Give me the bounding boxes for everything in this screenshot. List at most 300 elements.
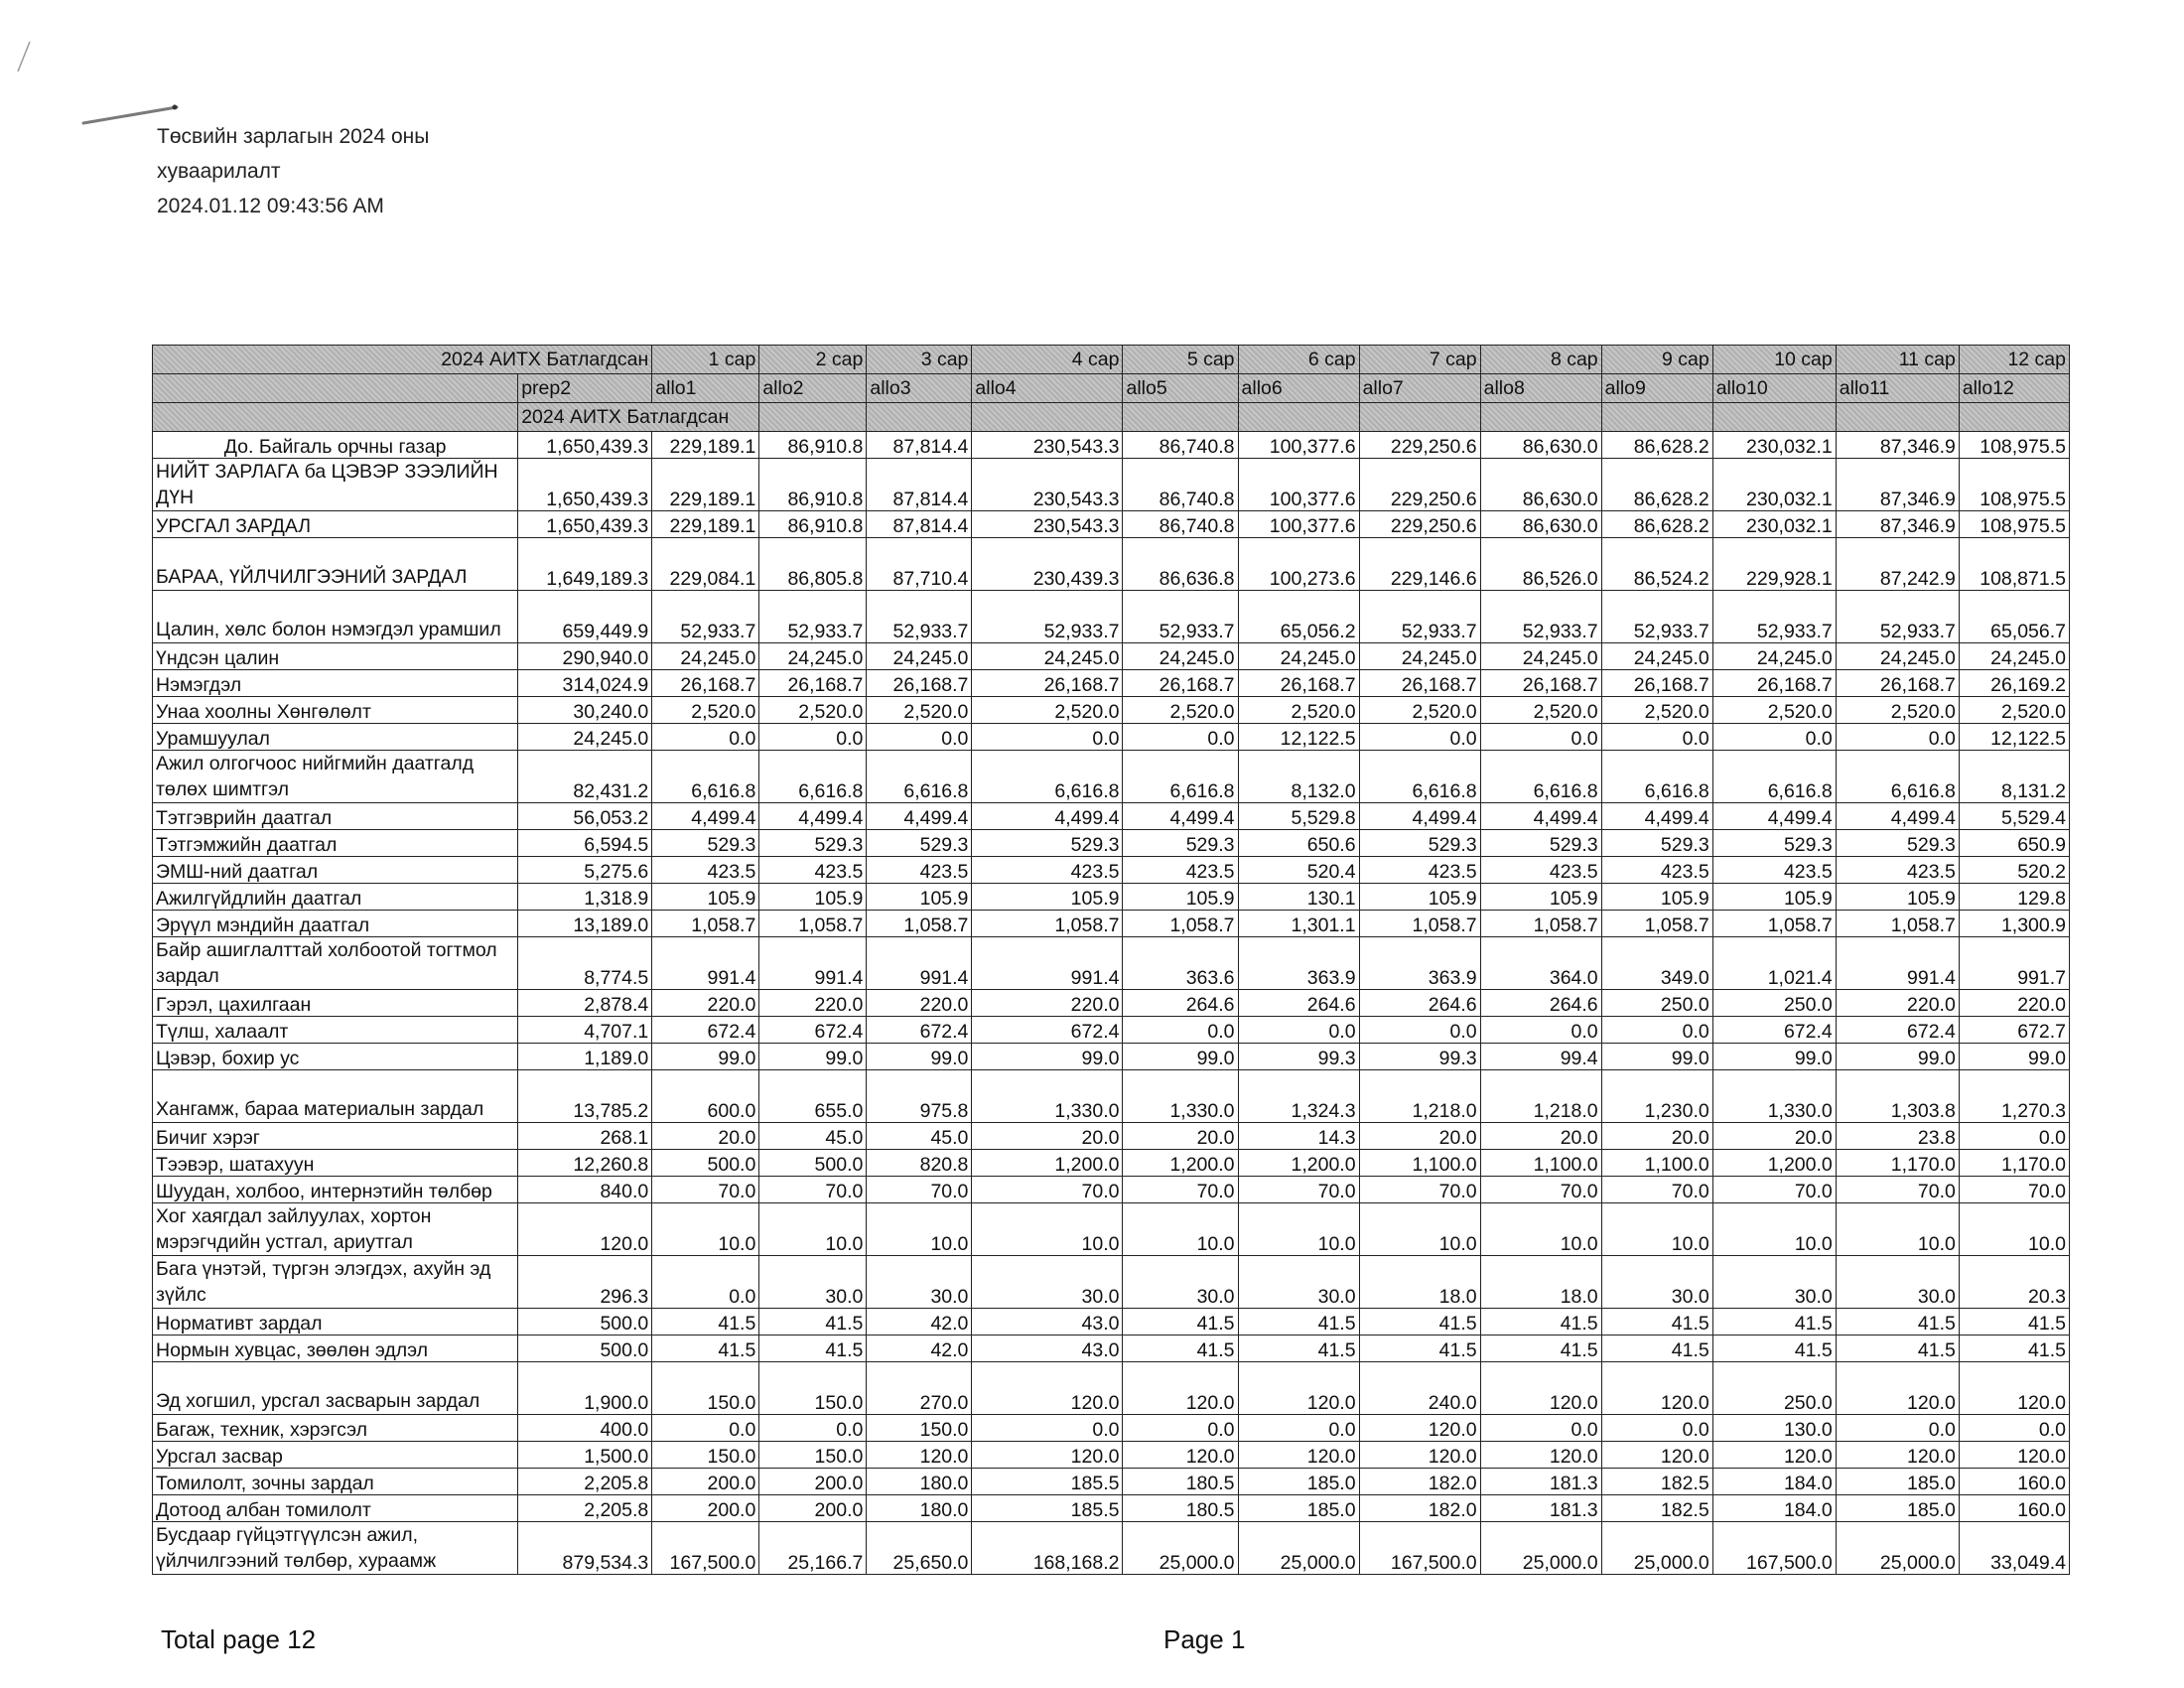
- value-cell: 150.0: [867, 1415, 972, 1442]
- value-cell: 4,499.4: [759, 803, 867, 830]
- value-cell: 500.0: [518, 1309, 652, 1336]
- value-cell: 423.5: [972, 857, 1123, 884]
- table-row: [153, 432, 2070, 459]
- value-cell: 975.8: [867, 1070, 972, 1123]
- value-cell: 26,168.7: [1238, 670, 1359, 697]
- value-cell: 108,975.5: [1959, 432, 2069, 459]
- value-cell: 0.0: [652, 1256, 759, 1309]
- value-cell: 0.0: [652, 724, 759, 751]
- value-cell: 160.0: [1959, 1495, 2069, 1522]
- value-cell: 108,975.5: [1959, 511, 2069, 538]
- value-cell: 105.9: [759, 884, 867, 911]
- value-cell: 41.5: [1123, 1309, 1238, 1336]
- value-cell: 42.0: [867, 1309, 972, 1336]
- value-cell: 99.0: [1712, 1044, 1836, 1070]
- value-cell: 86,630.0: [1480, 511, 1601, 538]
- value-cell: 314,024.9: [518, 670, 652, 697]
- value-cell: 672.4: [867, 1017, 972, 1044]
- value-cell: 991.4: [867, 937, 972, 990]
- row-label: Урамшуулал: [153, 724, 518, 751]
- header-cell-blank: [867, 403, 972, 432]
- value-cell: 120.0: [518, 1203, 652, 1256]
- value-cell: 229,189.1: [652, 511, 759, 538]
- value-cell: 290,940.0: [518, 643, 652, 670]
- value-cell: 13,785.2: [518, 1070, 652, 1123]
- table-row: [153, 1469, 2070, 1495]
- value-cell: 2,520.0: [1480, 697, 1601, 724]
- value-cell: 26,168.7: [972, 670, 1123, 697]
- value-cell: 120.0: [1601, 1362, 1712, 1415]
- value-cell: 0.0: [759, 1415, 867, 1442]
- value-cell: 70.0: [1836, 1177, 1959, 1203]
- value-cell: 529.3: [1712, 830, 1836, 857]
- table-row: [153, 1495, 2070, 1522]
- value-cell: 87,814.4: [867, 459, 972, 511]
- value-cell: 672.4: [972, 1017, 1123, 1044]
- value-cell: 4,499.4: [1601, 803, 1712, 830]
- value-cell: 120.0: [1238, 1362, 1359, 1415]
- value-cell: 1,058.7: [1480, 911, 1601, 937]
- row-label: Томилолт, зочны зардал: [153, 1469, 518, 1495]
- value-cell: 23.8: [1836, 1123, 1959, 1150]
- value-cell: 6,616.8: [1480, 751, 1601, 803]
- value-cell: 10.0: [1601, 1203, 1712, 1256]
- value-cell: 268.1: [518, 1123, 652, 1150]
- value-cell: 650.9: [1959, 830, 2069, 857]
- value-cell: 120.0: [1959, 1442, 2069, 1469]
- value-cell: 30.0: [867, 1256, 972, 1309]
- value-cell: 33,049.4: [1959, 1522, 2069, 1575]
- value-cell: 100,377.6: [1238, 459, 1359, 511]
- value-cell: 120.0: [1836, 1442, 1959, 1469]
- row-label: Эрүүл мэндийн даатгал: [153, 911, 518, 937]
- value-cell: 820.8: [867, 1150, 972, 1177]
- table-row: [153, 1203, 2070, 1256]
- value-cell: 1,058.7: [1123, 911, 1238, 937]
- value-cell: 229,250.6: [1359, 511, 1480, 538]
- header-cell-month: 10 сар: [1712, 346, 1836, 374]
- value-cell: 363.9: [1238, 937, 1359, 990]
- value-cell: 1,058.7: [1712, 911, 1836, 937]
- value-cell: 20.3: [1959, 1256, 2069, 1309]
- header-cell-code: allo6: [1238, 374, 1359, 403]
- value-cell: 400.0: [518, 1415, 652, 1442]
- value-cell: 25,650.0: [867, 1522, 972, 1575]
- value-cell: 26,168.7: [1123, 670, 1238, 697]
- value-cell: 4,499.4: [1480, 803, 1601, 830]
- table-row: [153, 1044, 2070, 1070]
- value-cell: 41.5: [1238, 1309, 1359, 1336]
- value-cell: 26,168.7: [759, 670, 867, 697]
- value-cell: 364.0: [1480, 937, 1601, 990]
- value-cell: 423.5: [652, 857, 759, 884]
- header-cell-month: 1 сар: [652, 346, 759, 374]
- value-cell: 86,740.8: [1123, 511, 1238, 538]
- header-cell-month: 8 сар: [1480, 346, 1601, 374]
- value-cell: 363.6: [1123, 937, 1238, 990]
- value-cell: 105.9: [1712, 884, 1836, 911]
- table-row: [153, 1123, 2070, 1150]
- row-label: УРСГАЛ ЗАРДАЛ: [153, 511, 518, 538]
- value-cell: 99.4: [1480, 1044, 1601, 1070]
- value-cell: 655.0: [759, 1070, 867, 1123]
- value-cell: 150.0: [759, 1362, 867, 1415]
- value-cell: 26,169.2: [1959, 670, 2069, 697]
- table-row: [153, 830, 2070, 857]
- header-cell-blank: [1480, 403, 1601, 432]
- value-cell: 108,975.5: [1959, 459, 2069, 511]
- value-cell: 1,189.0: [518, 1044, 652, 1070]
- table-row: [153, 857, 2070, 884]
- table-header: [153, 346, 2070, 432]
- value-cell: 108,871.5: [1959, 538, 2069, 591]
- value-cell: 230,032.1: [1712, 432, 1836, 459]
- value-cell: 4,499.4: [1712, 803, 1836, 830]
- value-cell: 52,933.7: [1601, 591, 1712, 643]
- value-cell: 70.0: [1123, 1177, 1238, 1203]
- value-cell: 20.0: [1480, 1123, 1601, 1150]
- value-cell: 13,189.0: [518, 911, 652, 937]
- total-pages-label: Total page 12: [161, 1624, 317, 1654]
- value-cell: 200.0: [759, 1469, 867, 1495]
- value-cell: 70.0: [1712, 1177, 1836, 1203]
- value-cell: 86,740.8: [1123, 432, 1238, 459]
- value-cell: 12,122.5: [1959, 724, 2069, 751]
- row-label: Дотоод албан томилолт: [153, 1495, 518, 1522]
- value-cell: 1,100.0: [1480, 1150, 1601, 1177]
- value-cell: 70.0: [1359, 1177, 1480, 1203]
- header-cell-blank: [1601, 403, 1712, 432]
- value-cell: 650.6: [1238, 830, 1359, 857]
- header-row-subtitle: [153, 403, 2070, 432]
- value-cell: 42.0: [867, 1336, 972, 1362]
- value-cell: 6,616.8: [867, 751, 972, 803]
- value-cell: 1,330.0: [972, 1070, 1123, 1123]
- value-cell: 0.0: [1123, 724, 1238, 751]
- value-cell: 41.5: [1836, 1336, 1959, 1362]
- value-cell: 250.0: [1712, 1362, 1836, 1415]
- value-cell: 87,710.4: [867, 538, 972, 591]
- value-cell: 86,526.0: [1480, 538, 1601, 591]
- value-cell: 2,520.0: [1712, 697, 1836, 724]
- row-label: Урсгал засвар: [153, 1442, 518, 1469]
- value-cell: 0.0: [1959, 1123, 2069, 1150]
- value-cell: 86,628.2: [1601, 511, 1712, 538]
- value-cell: 45.0: [759, 1123, 867, 1150]
- value-cell: 25,000.0: [1238, 1522, 1359, 1575]
- value-cell: 6,594.5: [518, 830, 652, 857]
- header-cell-code: allo12: [1959, 374, 2069, 403]
- header-cell-month: 4 сар: [972, 346, 1123, 374]
- value-cell: 672.4: [1836, 1017, 1959, 1044]
- value-cell: 120.0: [1359, 1415, 1480, 1442]
- value-cell: 41.5: [1601, 1309, 1712, 1336]
- value-cell: 220.0: [867, 990, 972, 1017]
- corner-scan-mark: [14, 40, 34, 73]
- value-cell: 1,058.7: [1836, 911, 1959, 937]
- value-cell: 1,100.0: [1601, 1150, 1712, 1177]
- value-cell: 8,774.5: [518, 937, 652, 990]
- row-label: Бага үнэтэй, түргэн элэгдэх, ахуйн эд зүйлс: [153, 1256, 518, 1309]
- value-cell: 0.0: [1601, 1017, 1712, 1044]
- header-cell-code: allo2: [759, 374, 867, 403]
- value-cell: 672.4: [652, 1017, 759, 1044]
- value-cell: 4,499.4: [972, 803, 1123, 830]
- value-cell: 24,245.0: [972, 643, 1123, 670]
- value-cell: 86,628.2: [1601, 459, 1712, 511]
- value-cell: 167,500.0: [652, 1522, 759, 1575]
- value-cell: 100,273.6: [1238, 538, 1359, 591]
- value-cell: 182.0: [1359, 1495, 1480, 1522]
- value-cell: 87,346.9: [1836, 432, 1959, 459]
- value-cell: 20.0: [1359, 1123, 1480, 1150]
- header-row-codes: [153, 374, 2070, 403]
- value-cell: 1,170.0: [1836, 1150, 1959, 1177]
- header-cell-blank: [972, 403, 1123, 432]
- value-cell: 363.9: [1359, 937, 1480, 990]
- table-row: [153, 670, 2070, 697]
- value-cell: 200.0: [652, 1469, 759, 1495]
- value-cell: 296.3: [518, 1256, 652, 1309]
- row-label: Хог хаягдал зайлуулах, хортон мэрэгчдийн устгал, ариутгал: [153, 1203, 518, 1256]
- value-cell: 0.0: [867, 724, 972, 751]
- value-cell: 1,301.1: [1238, 911, 1359, 937]
- value-cell: 120.0: [1712, 1442, 1836, 1469]
- value-cell: 2,520.0: [1959, 697, 2069, 724]
- value-cell: 18.0: [1480, 1256, 1601, 1309]
- value-cell: 229,189.1: [652, 459, 759, 511]
- value-cell: 1,500.0: [518, 1442, 652, 1469]
- value-cell: 86,910.8: [759, 432, 867, 459]
- header-cell-approved: 2024 АИТХ Батлагдсан: [153, 346, 652, 374]
- value-cell: 120.0: [1359, 1442, 1480, 1469]
- value-cell: 70.0: [867, 1177, 972, 1203]
- value-cell: 41.5: [759, 1309, 867, 1336]
- value-cell: 41.5: [1480, 1309, 1601, 1336]
- value-cell: 423.5: [867, 857, 972, 884]
- value-cell: 70.0: [1480, 1177, 1601, 1203]
- value-cell: 1,218.0: [1480, 1070, 1601, 1123]
- value-cell: 1,650,439.3: [518, 459, 652, 511]
- value-cell: 129.8: [1959, 884, 2069, 911]
- value-cell: 1,330.0: [1712, 1070, 1836, 1123]
- table-row: [153, 1070, 2070, 1123]
- value-cell: 86,630.0: [1480, 432, 1601, 459]
- value-cell: 229,250.6: [1359, 432, 1480, 459]
- value-cell: 30,240.0: [518, 697, 652, 724]
- value-cell: 70.0: [759, 1177, 867, 1203]
- value-cell: 99.0: [1123, 1044, 1238, 1070]
- value-cell: 25,000.0: [1480, 1522, 1601, 1575]
- value-cell: 167,500.0: [1359, 1522, 1480, 1575]
- value-cell: 87,346.9: [1836, 511, 1959, 538]
- value-cell: 6,616.8: [972, 751, 1123, 803]
- value-cell: 99.0: [1601, 1044, 1712, 1070]
- value-cell: 120.0: [972, 1442, 1123, 1469]
- header-cell-month: 7 сар: [1359, 346, 1480, 374]
- value-cell: 1,270.3: [1959, 1070, 2069, 1123]
- value-cell: 52,933.7: [1480, 591, 1601, 643]
- header-cell-code: allo4: [972, 374, 1123, 403]
- value-cell: 229,084.1: [652, 538, 759, 591]
- value-cell: 10.0: [972, 1203, 1123, 1256]
- value-cell: 99.0: [1959, 1044, 2069, 1070]
- header-cell-blank: [1359, 403, 1480, 432]
- value-cell: 0.0: [652, 1415, 759, 1442]
- row-label: Үндсэн цалин: [153, 643, 518, 670]
- value-cell: 65,056.2: [1238, 591, 1359, 643]
- header-cell-month: 6 сар: [1238, 346, 1359, 374]
- value-cell: 240.0: [1359, 1362, 1480, 1415]
- row-label: Нормын хувцас, зөөлөн эдлэл: [153, 1336, 518, 1362]
- value-cell: 20.0: [972, 1123, 1123, 1150]
- value-cell: 0.0: [1359, 1017, 1480, 1044]
- value-cell: 26,168.7: [652, 670, 759, 697]
- table-row: [153, 538, 2070, 591]
- value-cell: 20.0: [652, 1123, 759, 1150]
- value-cell: 2,520.0: [1601, 697, 1712, 724]
- value-cell: 1,200.0: [1238, 1150, 1359, 1177]
- value-cell: 26,168.7: [867, 670, 972, 697]
- value-cell: 1,170.0: [1959, 1150, 2069, 1177]
- value-cell: 423.5: [759, 857, 867, 884]
- value-cell: 10.0: [867, 1203, 972, 1256]
- value-cell: 24,245.0: [1836, 643, 1959, 670]
- document-timestamp: 2024.01.12 09:43:56 AM: [157, 195, 384, 217]
- header-cell-month: 9 сар: [1601, 346, 1712, 374]
- row-label: БАРАА, ҮЙЛЧИЛГЭЭНИЙ ЗАРДАЛ: [153, 538, 518, 591]
- value-cell: 2,520.0: [1359, 697, 1480, 724]
- value-cell: 86,910.8: [759, 511, 867, 538]
- value-cell: 30.0: [1712, 1256, 1836, 1309]
- value-cell: 500.0: [518, 1336, 652, 1362]
- value-cell: 2,520.0: [652, 697, 759, 724]
- value-cell: 1,330.0: [1123, 1070, 1238, 1123]
- table-row: [153, 1336, 2070, 1362]
- value-cell: 87,346.9: [1836, 459, 1959, 511]
- row-label: Ажилгүйдлийн даатгал: [153, 884, 518, 911]
- value-cell: 230,439.3: [972, 538, 1123, 591]
- value-cell: 840.0: [518, 1177, 652, 1203]
- value-cell: 181.3: [1480, 1469, 1601, 1495]
- value-cell: 12,260.8: [518, 1150, 652, 1177]
- value-cell: 2,205.8: [518, 1469, 652, 1495]
- value-cell: 30.0: [759, 1256, 867, 1309]
- value-cell: 230,543.3: [972, 432, 1123, 459]
- value-cell: 0.0: [1836, 1415, 1959, 1442]
- table-row: [153, 1309, 2070, 1336]
- value-cell: 0.0: [1480, 724, 1601, 751]
- value-cell: 52,933.7: [759, 591, 867, 643]
- value-cell: 423.5: [1123, 857, 1238, 884]
- value-cell: 52,933.7: [972, 591, 1123, 643]
- header-cell-blank: [1712, 403, 1836, 432]
- document-title-line1: Төсвийн зарлагын 2024 оны: [157, 125, 430, 148]
- value-cell: 1,650,439.3: [518, 432, 652, 459]
- value-cell: 52,933.7: [652, 591, 759, 643]
- value-cell: 659,449.9: [518, 591, 652, 643]
- value-cell: 30.0: [1601, 1256, 1712, 1309]
- value-cell: 529.3: [759, 830, 867, 857]
- value-cell: 99.3: [1359, 1044, 1480, 1070]
- value-cell: 56,053.2: [518, 803, 652, 830]
- value-cell: 423.5: [1601, 857, 1712, 884]
- value-cell: 185.0: [1836, 1495, 1959, 1522]
- value-cell: 150.0: [652, 1442, 759, 1469]
- value-cell: 229,189.1: [652, 432, 759, 459]
- value-cell: 24,245.0: [867, 643, 972, 670]
- value-cell: 105.9: [867, 884, 972, 911]
- header-cell-code: allo10: [1712, 374, 1836, 403]
- value-cell: 229,928.1: [1712, 538, 1836, 591]
- value-cell: 1,324.3: [1238, 1070, 1359, 1123]
- value-cell: 1,058.7: [652, 911, 759, 937]
- value-cell: 0.0: [1123, 1017, 1238, 1044]
- value-cell: 52,933.7: [1836, 591, 1959, 643]
- value-cell: 41.5: [652, 1309, 759, 1336]
- budget-allocation-table: [152, 345, 2070, 1575]
- value-cell: 99.3: [1238, 1044, 1359, 1070]
- value-cell: 41.5: [1601, 1336, 1712, 1362]
- value-cell: 30.0: [1123, 1256, 1238, 1309]
- value-cell: 1,058.7: [972, 911, 1123, 937]
- value-cell: 529.3: [1359, 830, 1480, 857]
- header-cell-month: 11 сар: [1836, 346, 1959, 374]
- row-label: Бусдаар гүйцэтгүүлсэн ажил, үйлчилгээний төлбөр, хураамж: [153, 1522, 518, 1575]
- budget-table-container: [152, 345, 2070, 1575]
- header-cell-month: 3 сар: [867, 346, 972, 374]
- value-cell: 185.0: [1238, 1469, 1359, 1495]
- value-cell: 423.5: [1712, 857, 1836, 884]
- value-cell: 230,032.1: [1712, 459, 1836, 511]
- value-cell: 100,377.6: [1238, 432, 1359, 459]
- header-cell-code: allo8: [1480, 374, 1601, 403]
- row-label: Тэтгэмжийн даатгал: [153, 830, 518, 857]
- row-label: Ажил олгогчоос нийгмийн даатгалд төлөх шимтгэл: [153, 751, 518, 803]
- value-cell: 130.0: [1712, 1415, 1836, 1442]
- row-label: Нормативт зардал: [153, 1309, 518, 1336]
- value-cell: 1,058.7: [759, 911, 867, 937]
- row-label: Түлш, халаалт: [153, 1017, 518, 1044]
- value-cell: 4,499.4: [1836, 803, 1959, 830]
- value-cell: 182.5: [1601, 1469, 1712, 1495]
- value-cell: 185.0: [1238, 1495, 1359, 1522]
- value-cell: 26,168.7: [1836, 670, 1959, 697]
- value-cell: 220.0: [972, 990, 1123, 1017]
- header-cell-blank: [1123, 403, 1238, 432]
- value-cell: 105.9: [1836, 884, 1959, 911]
- value-cell: 529.3: [1601, 830, 1712, 857]
- value-cell: 65,056.7: [1959, 591, 2069, 643]
- page-number-label: Page 1: [1163, 1624, 1246, 1654]
- value-cell: 520.4: [1238, 857, 1359, 884]
- value-cell: 2,520.0: [972, 697, 1123, 724]
- header-cell-code: allo5: [1123, 374, 1238, 403]
- value-cell: 229,250.6: [1359, 459, 1480, 511]
- header-cell-month: 2 сар: [759, 346, 867, 374]
- header-cell-blank: [1836, 403, 1959, 432]
- value-cell: 120.0: [1238, 1442, 1359, 1469]
- value-cell: 0.0: [1601, 1415, 1712, 1442]
- value-cell: 991.4: [759, 937, 867, 990]
- value-cell: 41.5: [1959, 1309, 2069, 1336]
- table-row: [153, 1522, 2070, 1575]
- value-cell: 24,245.0: [759, 643, 867, 670]
- value-cell: 45.0: [867, 1123, 972, 1150]
- value-cell: 264.6: [1359, 990, 1480, 1017]
- value-cell: 500.0: [759, 1150, 867, 1177]
- value-cell: 26,168.7: [1480, 670, 1601, 697]
